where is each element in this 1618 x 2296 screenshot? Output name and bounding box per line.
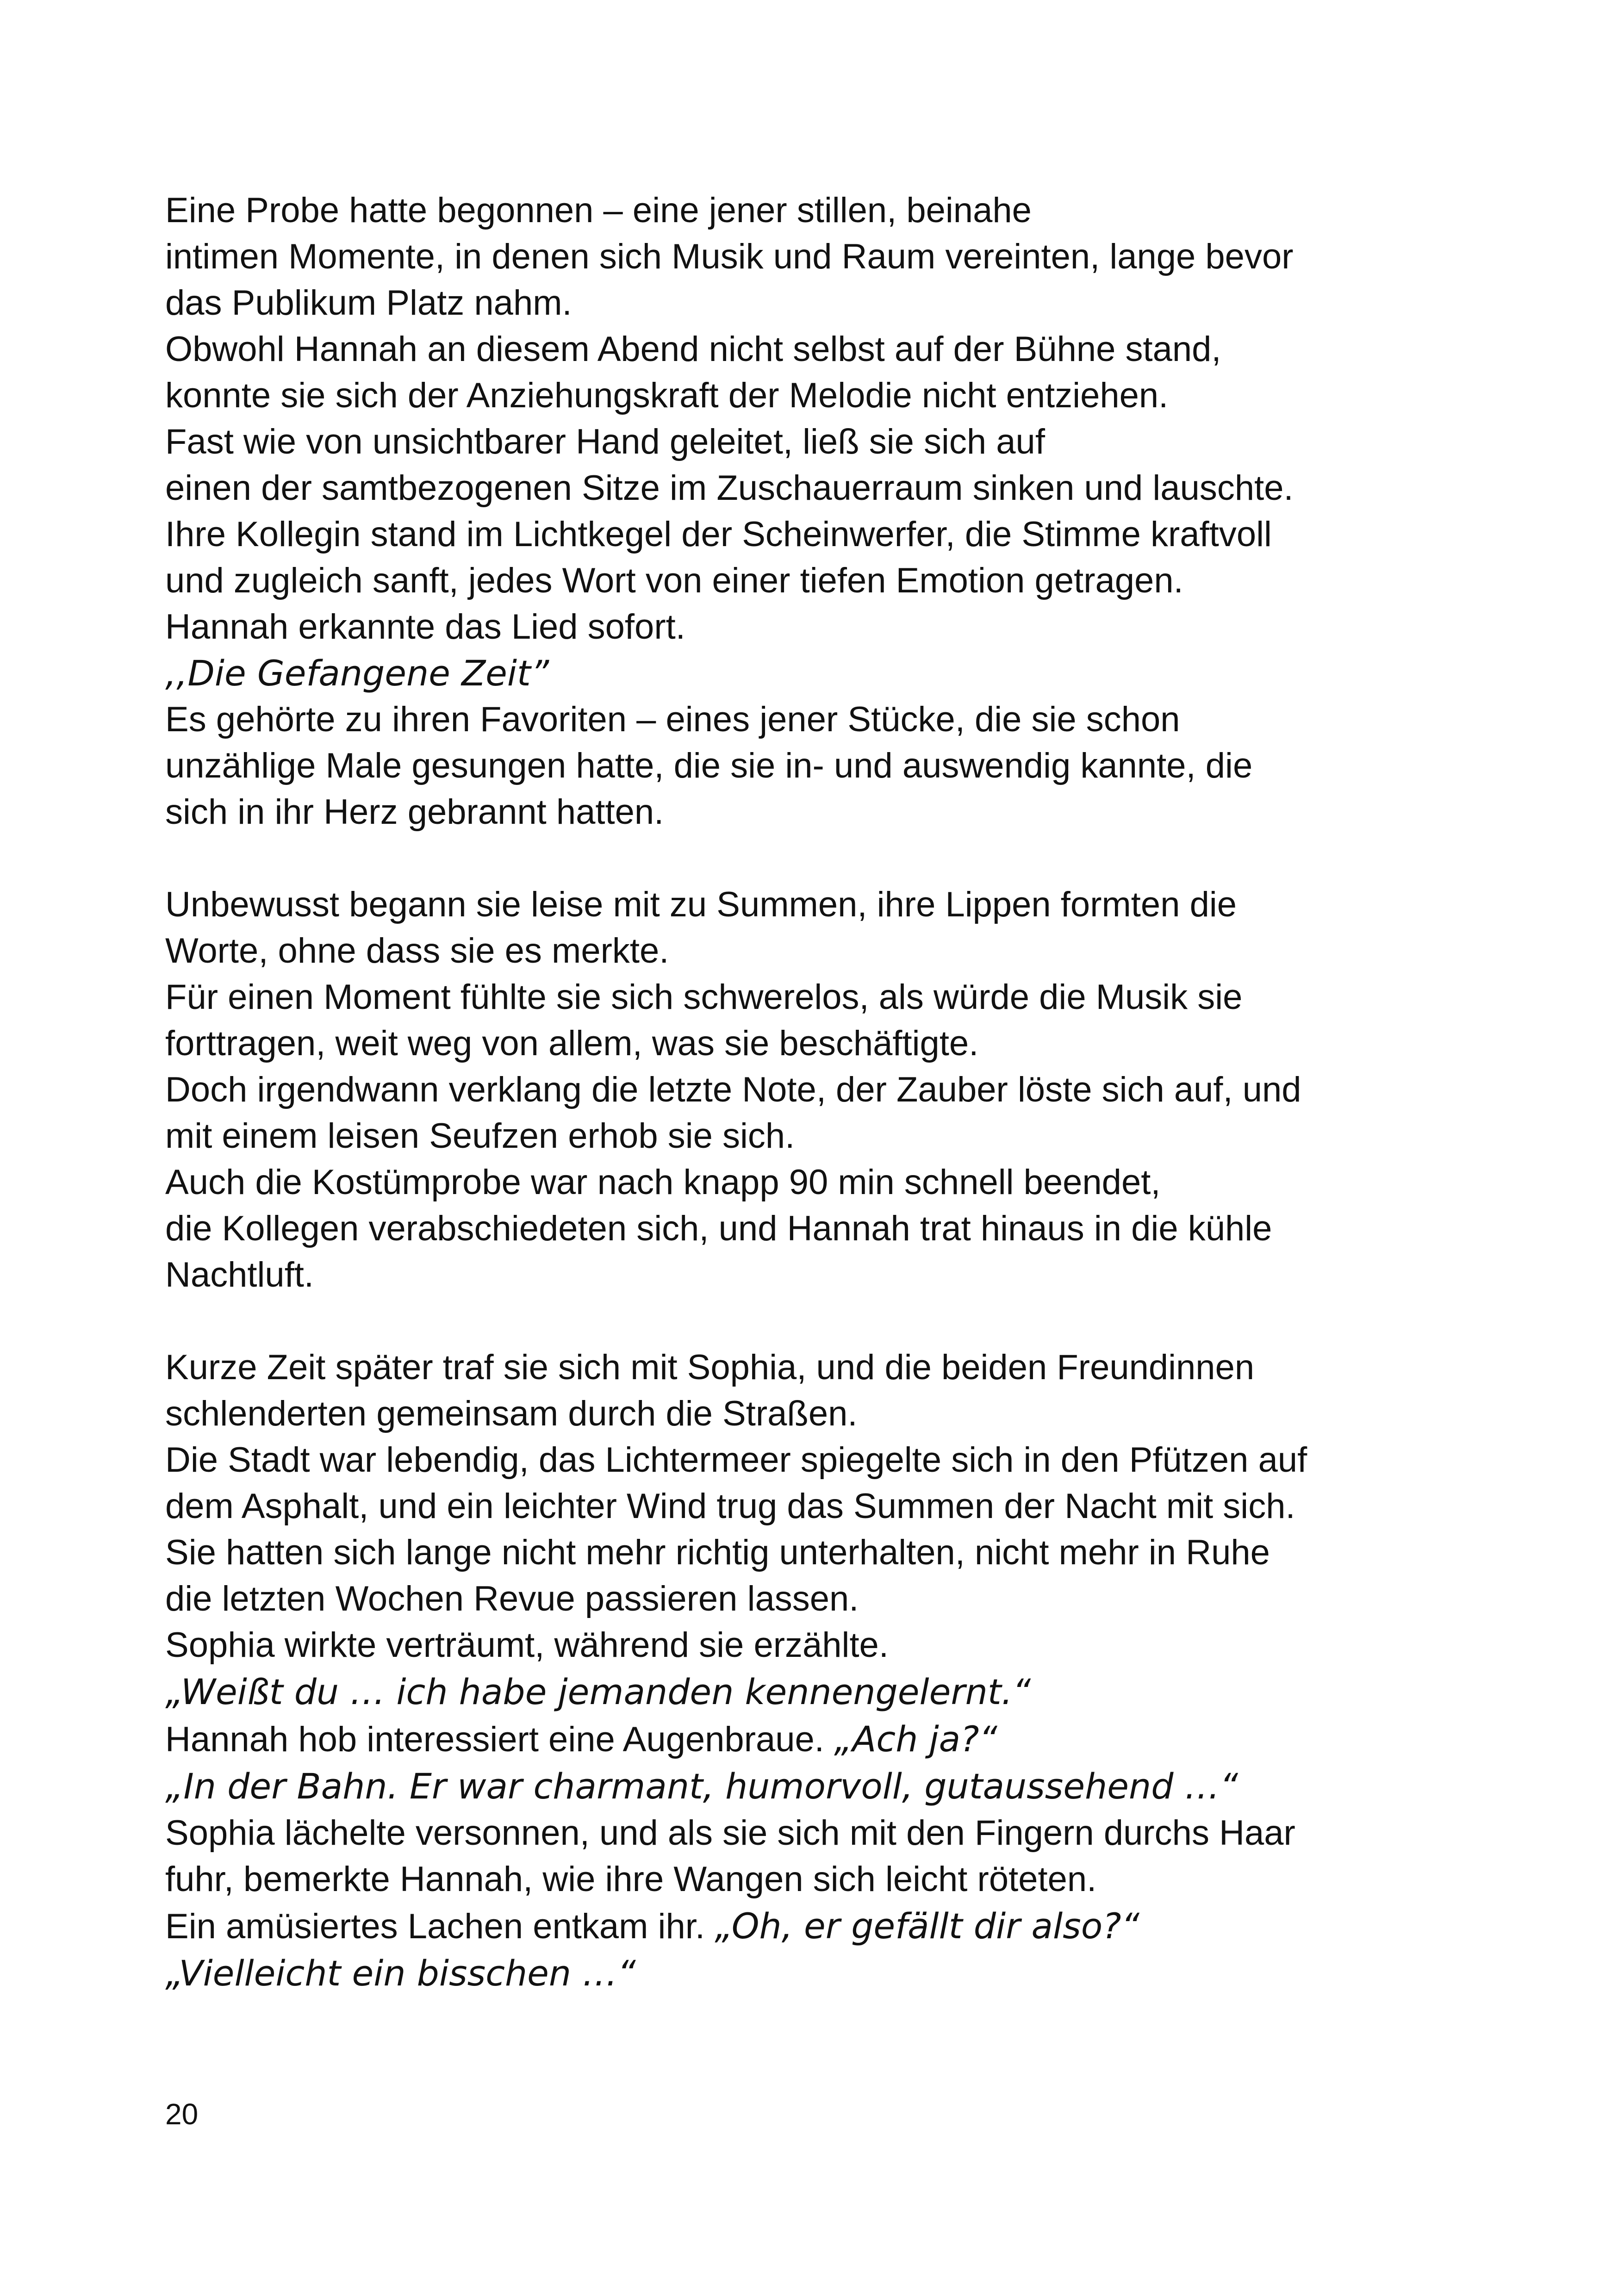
paragraph-break — [165, 835, 1480, 882]
text-line: die letzten Wochen Revue passieren lassen. — [165, 1579, 859, 1618]
text-line: Unbewusst begann sie leise mit zu Summen, ihre Lippen formten die — [165, 885, 1237, 924]
page-number: 20 — [165, 2097, 199, 2131]
text-line: Doch irgendwann verklang die letzte Note, der Zauber löste sich auf, und — [165, 1070, 1301, 1109]
text-line: Kurze Zeit später traf sie sich mit Sophia, und die beiden Freundinnen — [165, 1348, 1255, 1387]
text-line: Fast wie von unsichtbarer Hand geleitet, ließ sie sich auf — [165, 422, 1045, 461]
text-line: forttragen, weit weg von allem, was sie beschäftigte. — [165, 1024, 979, 1063]
text-line: mit einem leisen Seufzen erhob sie sich. — [165, 1116, 795, 1156]
text-line: dem Asphalt, und ein leichter Wind trug das Summen der Nacht mit sich. — [165, 1487, 1295, 1526]
text-line — [165, 1903, 1480, 1950]
text-line: unzählige Male gesungen hatte, die sie in- und auswendig kannte, die — [165, 746, 1253, 785]
text-line: Hannah erkannte das Lied sofort. — [165, 607, 685, 647]
text-line — [165, 1716, 1480, 1763]
text-line: intimen Momente, in denen sich Musik und Raum vereinten, lange bevor — [165, 237, 1294, 276]
paragraph-break — [165, 1298, 1480, 1344]
text-line: Nachtluft. — [165, 1255, 314, 1294]
dialogue-quote: „Oh, er gefällt dir also?“ — [715, 1905, 1139, 1947]
text-line: Die Stadt war lebendig, das Lichtermeer spiegelte sich in den Pfützen auf — [165, 1440, 1307, 1480]
dialogue-quote: „Ach ja?“ — [834, 1718, 997, 1760]
text-line: die Kollegen verabschiedeten sich, und Hannah trat hinaus in die kühle — [165, 1209, 1272, 1248]
dialogue-line: „In der Bahn. Er war charmant, humorvoll, gutaussehend …“ — [165, 1766, 1238, 1807]
text-line: Sophia wirkte verträumt, während sie erzählte. — [165, 1625, 889, 1665]
text-line: fuhr, bemerkte Hannah, wie ihre Wangen sich leicht röteten. — [165, 1860, 1097, 1899]
body-text — [165, 187, 1480, 1997]
text-line: und zugleich sanft, jedes Wort von einer tiefen Emotion getragen. — [165, 561, 1183, 600]
text-line: Für einen Moment fühlte sie sich schwerelos, als würde die Musik sie — [165, 977, 1243, 1017]
dialogue-line: „Weißt du … ich habe jemanden kennengelernt.“ — [165, 1671, 1031, 1712]
text-line: einen der samtbezogenen Sitze im Zuschauerraum sinken und lauschte. — [165, 468, 1294, 508]
text-line: Worte, ohne dass sie es merkte. — [165, 931, 669, 971]
narration-text: Hannah hob interessiert eine Augenbraue. — [165, 1720, 834, 1759]
song-title-line: ,,Die Gefangene Zeit” — [165, 653, 549, 694]
text-line: Obwohl Hannah an diesem Abend nicht selbst auf der Bühne stand, — [165, 330, 1221, 369]
text-line: sich in ihr Herz gebrannt hatten. — [165, 792, 664, 832]
narration-text: Ein amüsiertes Lachen entkam ihr. — [165, 1907, 715, 1946]
text-line: das Publikum Platz nahm. — [165, 283, 572, 323]
dialogue-line: „Vielleicht ein bisschen …“ — [165, 1953, 636, 1994]
text-line: Es gehörte zu ihren Favoriten – eines jener Stücke, die sie schon — [165, 700, 1180, 739]
text-line: schlenderten gemeinsam durch die Straßen. — [165, 1394, 858, 1433]
text-line: konnte sie sich der Anziehungskraft der Melodie nicht entziehen. — [165, 376, 1169, 415]
text-line: Sophia lächelte versonnen, und als sie sich mit den Fingern durchs Haar — [165, 1813, 1295, 1853]
text-line: Sie hatten sich lange nicht mehr richtig unterhalten, nicht mehr in Ruhe — [165, 1533, 1270, 1572]
text-line: Eine Probe hatte begonnen – eine jener stillen, beinahe — [165, 191, 1032, 230]
text-line: Ihre Kollegin stand im Lichtkegel der Scheinwerfer, die Stimme kraftvoll — [165, 515, 1272, 554]
text-line: Auch die Kostümprobe war nach knapp 90 min schnell beendet, — [165, 1163, 1161, 1202]
